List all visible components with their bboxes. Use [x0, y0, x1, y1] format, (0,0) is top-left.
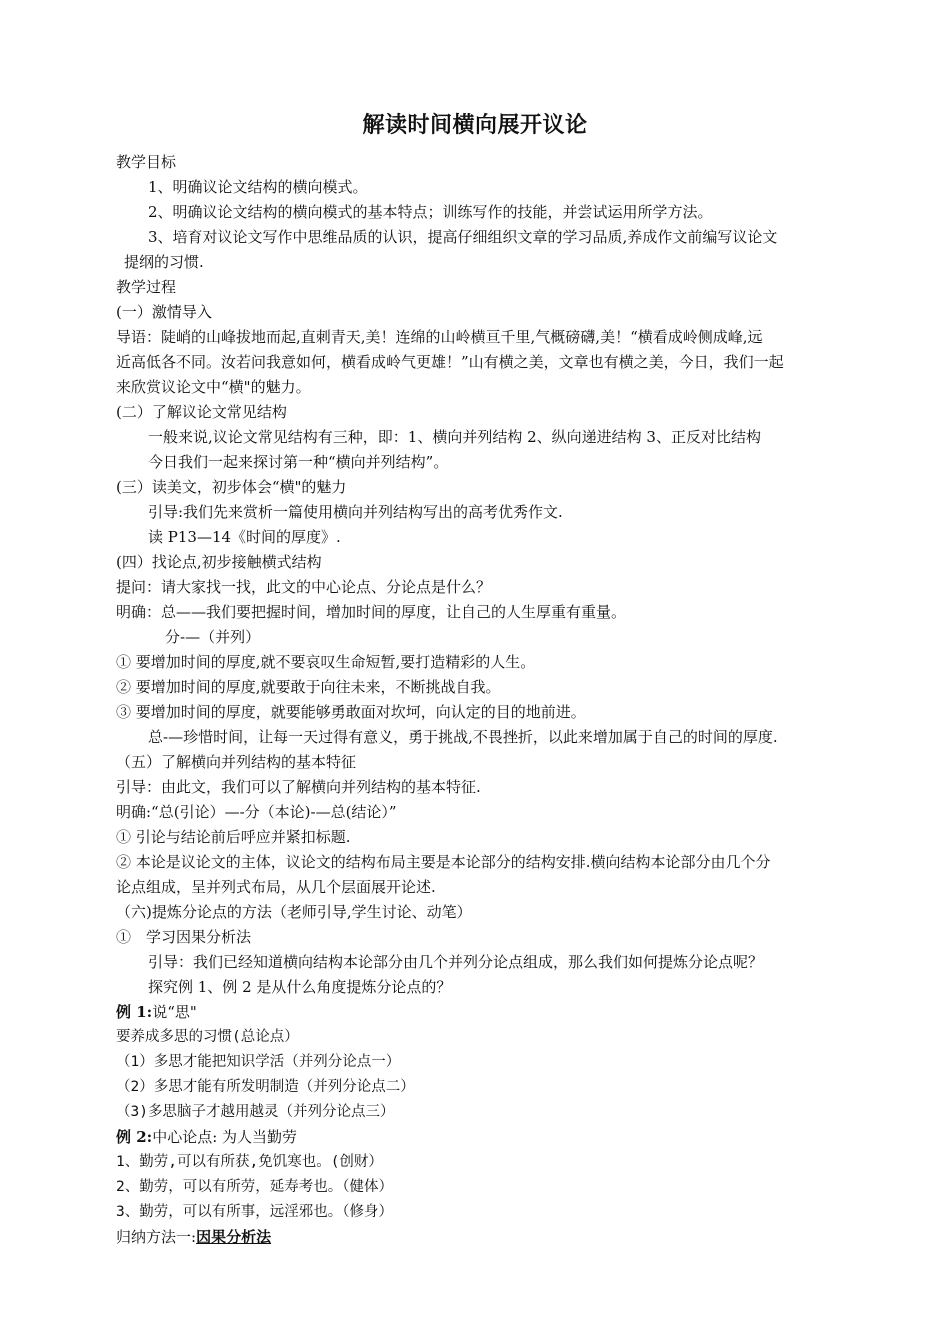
paragraph-line: 明确:“总(引论）—-分（本论)-—总(结论）” — [116, 803, 397, 821]
example-2-label: 例 2: — [116, 1128, 153, 1146]
paragraph-line: 读 P13—14《时间的厚度》. — [148, 528, 341, 546]
goal-1: 1、明确议论文结构的横向模式。 — [148, 178, 368, 196]
paragraph-line: 引导：由此文，我们可以了解横向并列结构的基本特征. — [116, 778, 481, 796]
list-item: ① 引论与结论前后呼应并紧扣标题. — [116, 828, 351, 846]
paragraph-line: 提问：请大家找一找，此文的中心论点、分论点是什么？ — [116, 578, 492, 596]
paragraph-line: 引导:我们先来赏析一篇使用横向并列结构写出的高考优秀作文. — [148, 503, 563, 521]
heading-teaching-process: 教学过程 — [116, 278, 177, 296]
example-line: 1、勤劳,可以有所获,免饥寒也。(创财） — [116, 1154, 383, 1170]
section-4-heading: (四）找论点,初步接触横式结构 — [116, 553, 322, 571]
section-2-heading: (二）了解议论文常见结构 — [116, 403, 287, 421]
section-6-heading: （六)提炼分论点的方法（老师引导,学生讨论、动笔） — [116, 903, 472, 921]
intro-paragraph-line: 来欣赏议论文中“横"的魅力。 — [116, 378, 311, 396]
example-1-label: 例 1: — [116, 1003, 153, 1021]
example-2-title: 中心论点: 为人当勤劳 — [152, 1128, 298, 1146]
example-line: （2）多思才能有所发明制造（并列分论点二） — [116, 1079, 415, 1095]
subheading: ① 学习因果分析法 — [116, 928, 252, 946]
list-item: ③ 要增加时间的厚度，就要能够勇敢面对坎坷，向认定的目的地前进。 — [116, 703, 586, 721]
example-line: （3)多思脑子才越用越灵（并列分论点三） — [116, 1104, 395, 1120]
list-item: ② 本论是议论文的主体，议论文的结构布局主要是本论部分的结构安排.横向结构本论部分由几个分 — [116, 853, 771, 871]
goal-3-cont: 提纲的习惯. — [124, 253, 204, 271]
paragraph-line: 引导：我们已经知道横向结构本论部分由几个并列分论点组成，那么我们如何提炼分论点呢？ — [148, 953, 764, 971]
page-title: 解读时间横向展开议论 — [362, 113, 588, 138]
example-line: （1）多思才能把知识学活（并列分论点一） — [116, 1054, 401, 1070]
section-1-heading: (一）激情导入 — [116, 303, 212, 321]
list-item-cont: 论点组成，呈并列式布局，从几个层面展开论述. — [116, 878, 436, 896]
method-summary-line — [116, 1227, 846, 1247]
list-item: ① 要增加时间的厚度,就不要哀叹生命短暂,要打造精彩的人生。 — [116, 653, 536, 671]
example-1-line — [116, 1002, 846, 1022]
example-line: 要养成多思的习惯(总论点） — [116, 1029, 299, 1045]
intro-paragraph-line: 近高低各不同。汝若问我意如何，横看成岭气更雄！”山有横之美，文章也有横之美，今日，我们一起 — [116, 353, 784, 371]
heading-teaching-goals: 教学目标 — [116, 153, 177, 171]
method-name: 因果分析法 — [196, 1228, 272, 1246]
example-2-line — [116, 1127, 846, 1147]
example-line: 2、勤劳，可以有所劳，延寿考也。（健体） — [116, 1179, 393, 1195]
goal-3: 3、培育对议论文写作中思维品质的认识，提高仔细组织文章的学习品质,养成作文前编写议论文 — [148, 228, 778, 246]
paragraph-line: 明确：总——我们要把握时间，增加时间的厚度，让自己的人生厚重有重量。 — [116, 603, 627, 621]
example-line: 3、勤劳，可以有所事，远淫邪也。（修身） — [116, 1204, 393, 1220]
paragraph-line: 今日我们一起来探讨第一种“横向并列结构”。 — [148, 453, 449, 471]
intro-paragraph-line: 导语：陡峭的山峰拔地而起,直刺青天,美！连绵的山岭横亘千里,气概磅礴,美！“横看成岭侧成峰,远 — [116, 328, 763, 346]
list-item: ② 要增加时间的厚度,就要敢于向往未来，不断挑战自我。 — [116, 678, 501, 696]
paragraph-line: 总-—珍惜时间，让每一天过得有意义，勇于挑战,不畏挫折，以此来增加属于自己的时间的厚度. — [148, 728, 778, 746]
paragraph-line: 分-—（并列） — [165, 628, 261, 646]
paragraph-line: 探究例 1、例 2 是从什么角度提炼分论点的？ — [148, 978, 452, 996]
method-summary-label: 归纳方法一: — [116, 1228, 197, 1246]
section-3-heading: (三）读美文，初步体会“横"的魅力 — [116, 478, 347, 496]
goal-2: 2、明确议论文结构的横向模式的基本特点；训练写作的技能，并尝试运用所学方法。 — [148, 203, 713, 221]
paragraph-line: 一般来说,议论文常见结构有三种，即：1、横向并列结构 2、纵向递进结构 3、正反对比结构 — [148, 428, 761, 446]
section-5-heading: （五）了解横向并列结构的基本特征 — [116, 753, 357, 771]
example-1-title: 说“思" — [152, 1003, 197, 1021]
